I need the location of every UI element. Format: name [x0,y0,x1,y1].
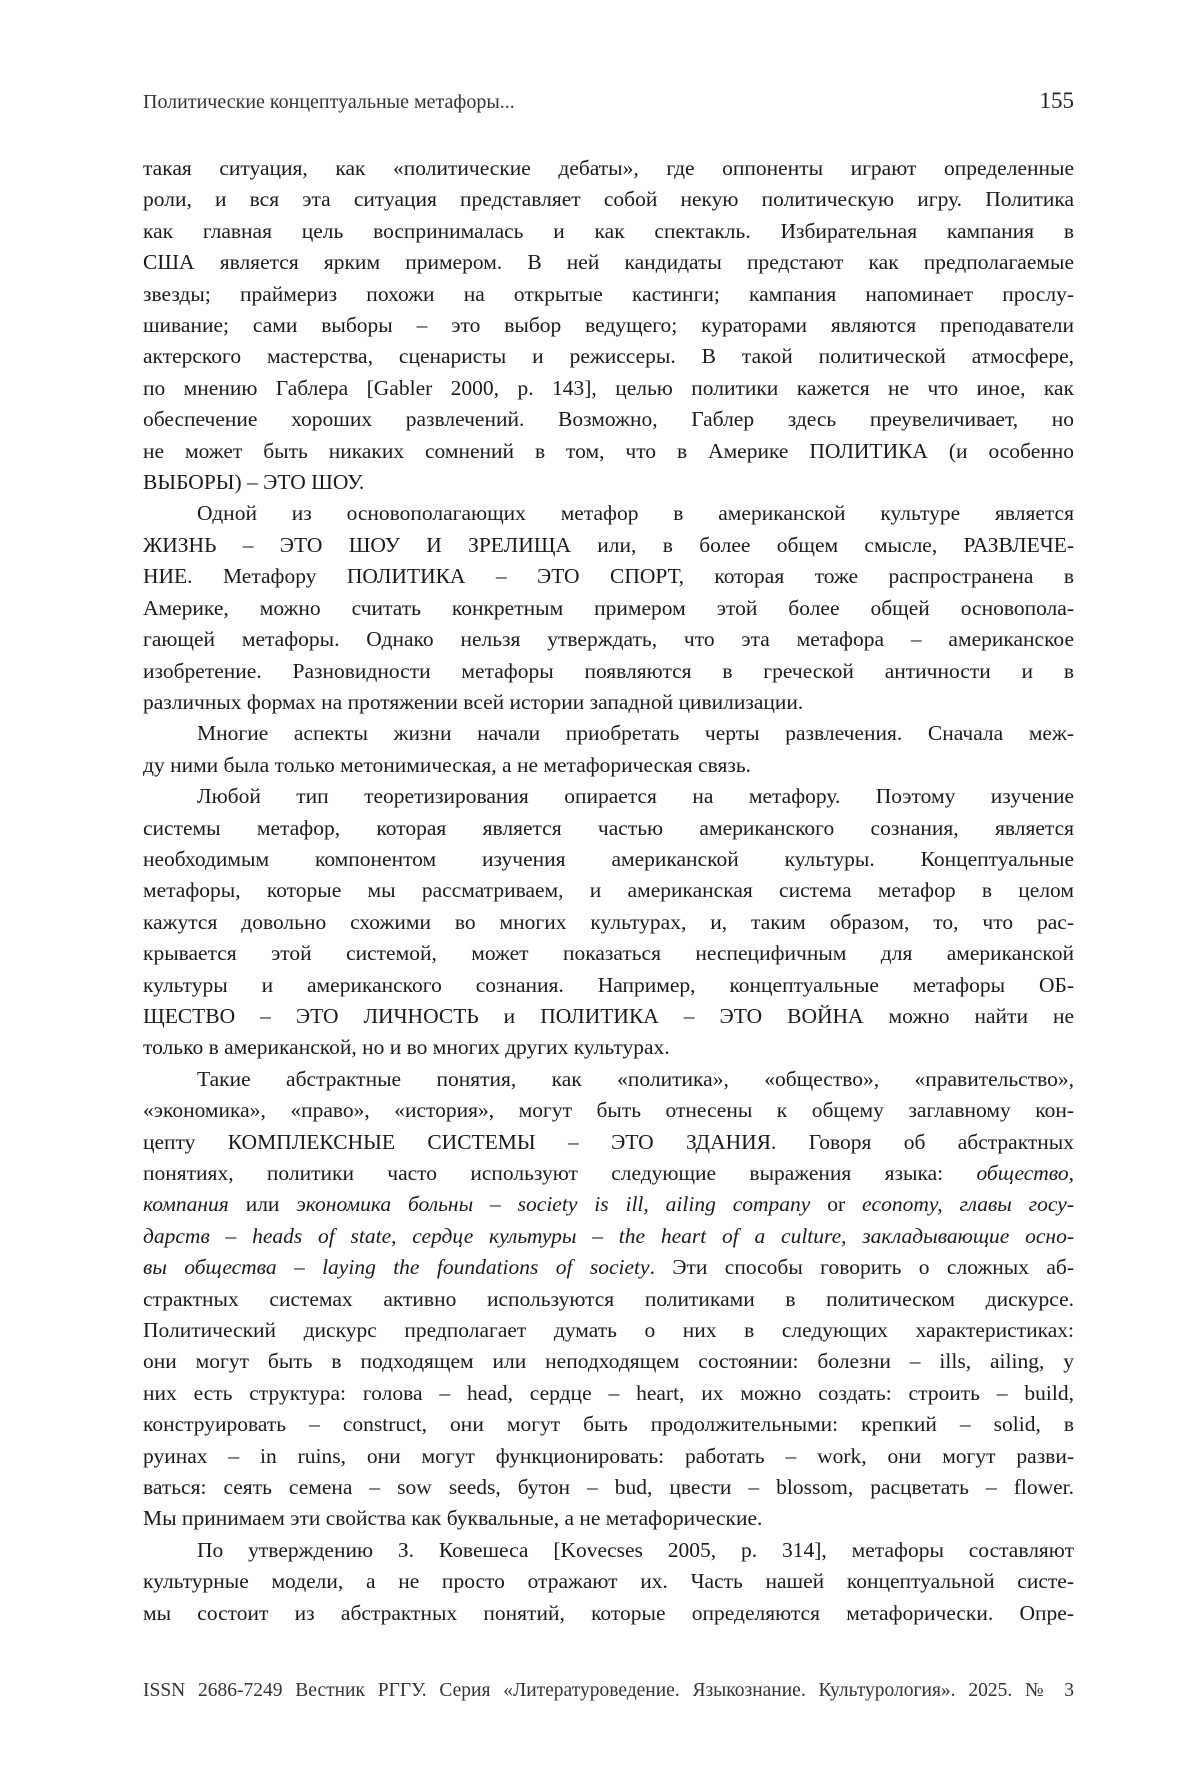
text-line: различных формах на протяжении всей истории западной цивилизации. [143,689,804,714]
text-line: Многие аспекты жизни начали приобретать черты развлечения. Сначала меж- [197,721,1074,746]
text-line: гающей метафоры. Однако нельзя утверждать, что эта метафора – американское [143,627,1074,652]
text-line: изобретение. Разновидности метафоры появляются в греческой античности и в [143,658,1074,683]
text-segment: понятиях, политики часто используют следующие выражения языка: [143,1161,977,1185]
text-line: Любой тип теоретизирования опирается на метафору. Поэтому изучение [197,784,1074,809]
text-line: ЩЕСТВО – ЭТО ЛИЧНОСТЬ и ПОЛИТИКА – ЭТО ВОЙНА можно найти не [143,1003,1074,1028]
running-header [143,88,1074,114]
text-line: НИЕ. Метафору ПОЛИТИКА – ЭТО СПОРТ, которая тоже распространена в [143,564,1074,589]
text-line: по мнению Габлера [Gabler 2000, p. 143], целью политики кажется не что иное, как [143,375,1074,400]
journal-footer: ISSN 2686-7249 Вестник РГГУ. Серия «Литературоведение. Языкознание. Культурология». 2025. № 3 [143,1680,1074,1701]
text-line: звезды; праймериз похожи на открытые кастинги; кампания напоминает прослу- [143,281,1074,306]
text-line: актерского мастерства, сценаристы и режиссеры. В такой политической атмосфере, [143,344,1074,369]
text-line: Америке, можно считать конкретным примером этой более общей основопола- [143,595,1074,620]
italic-example: вы общества – laying the foundations of society [143,1255,650,1280]
text-line: только в американской, но и во многих других культурах. [143,1035,670,1060]
text-line: руинах – in ruins, они могут функционировать: работать – work, они могут разви- [143,1443,1074,1468]
text-line: как главная цель воспринималась и как спектакль. Избирательная кампания в [143,218,1074,243]
italic-example: дарств – heads of state, сердце культуры – the heart of a culture, закладывающие осно- [143,1223,1074,1248]
text-line: Такие абстрактные понятия, как «политика», «общество», «правительство», [197,1066,1074,1091]
text-line: Одной из основополагающих метафор в американской культуре является [197,501,1074,526]
text-line: страктных системах активно используются политиками в политическом дискурсе. [143,1286,1074,1311]
page-number: 155 [1039,88,1074,113]
text-line: Политический дискурс предполагает думать о них в следующих характеристиках: [143,1318,1074,1343]
text-line: не может быть никаких сомнений в том, что в Америке ПОЛИТИКА (и особенно [143,438,1074,463]
paragraph [143,153,1074,498]
text-line: Мы принимаем эти свойства как буквальные, а не метафорические. [143,1506,763,1531]
text-line: них есть структура: голова – head, сердце – heart, их можно создать: строить – build, [143,1380,1074,1405]
text-line: системы метафор, которая является частью американского сознания, является [143,815,1074,840]
text-line [143,1221,1074,1252]
text-line [143,1158,1074,1189]
text-line: они могут быть в подходящем или неподходящем состоянии: болезни – ills, ailing, у [143,1349,1074,1374]
text-line: «экономика», «право», «история», могут быть отнесены к общему заглавному кон- [143,1098,1074,1123]
text-line: такая ситуация, как «политические дебаты», где оппоненты играют определенные [143,156,1074,180]
text-line: ваться: сеять семена – sow seeds, бутон – bud, цвести – blossom, расцветать – flower. [143,1475,1074,1500]
text-line [143,1189,1074,1220]
text-line: культуры и американского сознания. Например, концептуальные метафоры ОБ- [143,972,1074,997]
text-line: цепту КОМПЛЕКСНЫЕ СИСТЕМЫ – ЭТО ЗДАНИЯ. Говоря об абстрактных [143,1129,1074,1154]
text-line: США является ярким примером. В ней кандидаты предстают как предполагаемые [143,250,1074,275]
italic-example: компания [143,1192,229,1217]
text-line: необходимым компонентом изучения американской культуры. Концептуальные [143,846,1074,871]
italic-example: economy, главы госу- [862,1192,1074,1217]
text-line: метафоры, которые мы рассматриваем, и американская система метафор в целом [143,878,1074,903]
text-line: конструировать – construct, они могут быть продолжительными: крепкий – solid, в [143,1412,1074,1437]
text-line [143,1252,1074,1283]
text-segment: . Эти способы говорить о сложных аб- [649,1255,1074,1280]
paragraph [143,498,1074,718]
text-line: шивание; сами выборы – это выбор ведущего; кураторами являются преподаватели [143,313,1074,338]
paragraph [143,1535,1074,1629]
text-line: культурные модели, а не просто отражают их. Часть нашей концептуальной систе- [143,1569,1074,1594]
italic-example: общество, [976,1161,1074,1185]
text-segment: or [810,1192,862,1217]
text-line: ЖИЗНЬ – ЭТО ШОУ И ЗРЕЛИЩА или, в более общем смысле, РАЗВЛЕЧЕ- [143,532,1074,557]
article-body [143,153,1074,1629]
paragraph [143,1064,1074,1535]
italic-example: экономика больны – society is ill, ailing company [296,1192,811,1217]
text-segment: или [228,1192,297,1217]
text-line: мы состоит из абстрактных понятий, которые определяются метафорически. Опре- [143,1600,1074,1625]
paragraph [143,718,1074,781]
paragraph [143,781,1074,1064]
text-line: кажутся довольно схожими во многих культурах, и, таким образом, то, что рас- [143,909,1074,934]
text-line: роли, и вся эта ситуация представляет собой некую политическую игру. Политика [143,187,1074,212]
running-title: Политические концептуальные метафоры... [143,91,515,113]
text-line: ду ними была только метонимическая, а не метафорическая связь. [143,752,752,777]
text-line: обеспечение хороших развлечений. Возможно, Габлер здесь преувеличивает, но [143,407,1074,432]
text-line: ВЫБОРЫ) – ЭТО ШОУ. [143,470,365,495]
text-line: крывается этой системой, может показаться неспецифичным для американской [143,941,1074,966]
text-line: По утверждению З. Ковешеса [Kovecses 2005, p. 314], метафоры составляют [197,1537,1074,1562]
